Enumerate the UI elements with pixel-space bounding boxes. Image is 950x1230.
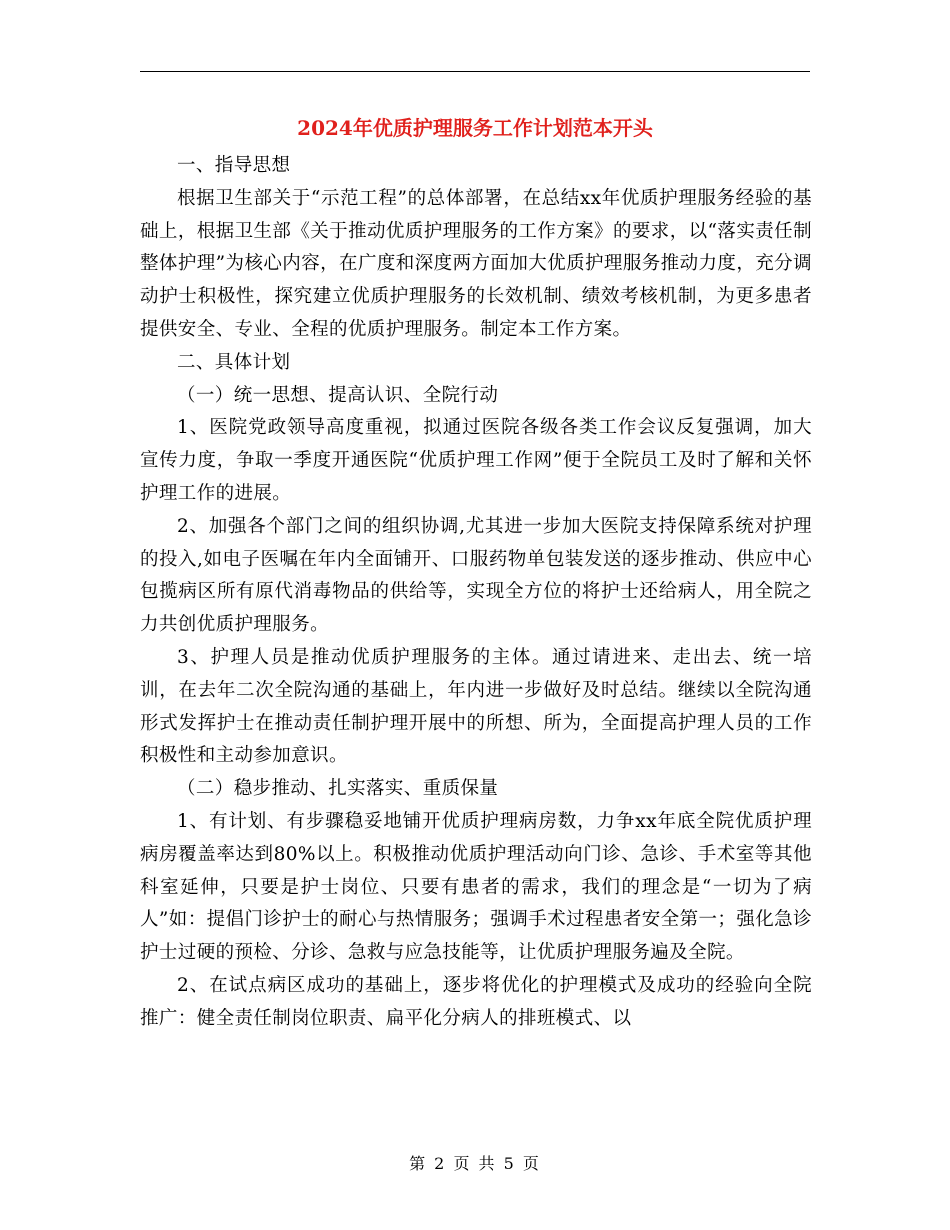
header-rule [140,71,810,72]
document-body [140,150,812,1036]
section-heading-guiding-ideology: 一、指导思想 [177,155,291,176]
paragraph-item-2-2: 2、在试点病区成功的基础上，逐步将优化的护理模式及成功的经验向全院推广：健全责任制岗位职责、扁平化分病人的排班模式、以 [140,974,812,1029]
paragraph-guiding-ideology: 根据卫生部关于“示范工程”的总体部署，在总结xx年优质护理服务经验的基础上，根据卫生部《关于推动优质护理服务的工作方案》的要求，以“落实责任制整体护理”为核心内容，在广度和深度两方面加大优质护理服务推动力度，充分调动护士积极性，探究建立优质护理服务的长效机制、绩效考核机制，为更多患者提供安全、专业、全程的优质护理服务。制定本工作方案。 [140,187,812,340]
subsection-heading-2: （二）稳步推动、扎实落实、重质保量 [177,778,499,800]
subsection-heading-1: （一）统一思想、提高认识、全院行动 [177,384,499,406]
paragraph-item-2-1: 1、有计划、有步骤稳妥地铺开优质护理病房数，力争xx年底全院优质护理病房覆盖率达到80%以上。积极推动优质护理活动向门诊、急诊、手术室等其他科室延伸，只要是护士岗位、只要有患者的需求，我们的理念是“一切为了病人”如：提倡门诊护士的耐心与热情服务；强调手术过程患者安全第一；强化急诊护士过硬的预检、分诊、急救与应急技能等，让优质护理服务遍及全院。 [140,810,812,964]
paragraph-item-1: 1、医院党政领导高度重视，拟通过医院各级各类工作会议反复强调，加大宣传力度，争取一季度开通医院“优质护理工作网”便于全院员工及时了解和关怀护理工作的进展。 [140,417,812,504]
paragraph-item-2: 2、加强各个部门之间的组织协调,尤其进一步加大医院支持保障系统对护理的投入,如电子医嘱在年内全面铺开、口服药物单包装发送的逐步推动、供应中心包揽病区所有原代消毒物品的供给等，实现全方位的将护士还给病人，用全院之力共创优质护理服务。 [140,515,812,636]
paragraph-item-3: 3、护理人员是推动优质护理服务的主体。通过请进来、走出去、统一培训，在去年二次全院沟通的基础上，年内进一步做好及时总结。继续以全院沟通形式发挥护士在推动责任制护理开展中的所想、所为，全面提高护理人员的工作积极性和主动参加意识。 [140,646,812,767]
section-heading-specific-plan: 二、具体计划 [177,351,291,373]
page-number: 第 2 页 共 5 页 [409,1154,541,1173]
document-title: 2024年优质护理服务工作计划范本开头 [297,116,653,140]
